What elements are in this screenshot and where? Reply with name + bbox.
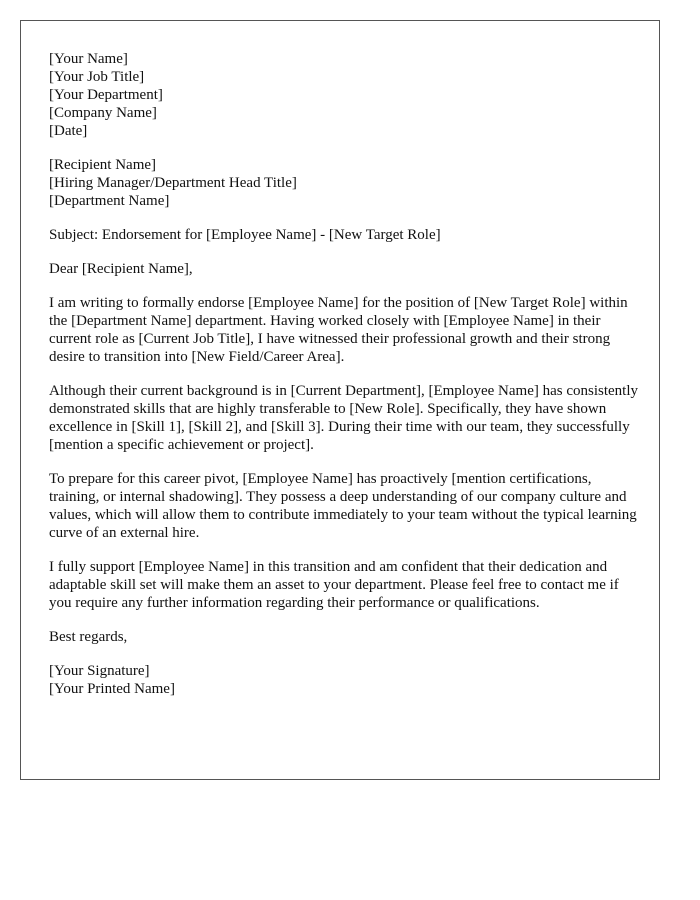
letter-page xyxy=(20,20,660,780)
letter-date: [Date] xyxy=(49,123,88,139)
sender-job-title: [Your Job Title] xyxy=(49,69,145,85)
sender-company: [Company Name] xyxy=(49,105,157,121)
body-paragraph-4: I fully support [Employee Name] in this transition and am confident that their dedication and adaptable skill set will make them an asset to your department. Please feel free to contact me if you require any further information regarding their performance or qualifications. xyxy=(49,559,619,611)
recipient-name: [Recipient Name] xyxy=(49,157,157,173)
body-paragraph-3: To prepare for this career pivot, [Employee Name] has proactively [mention certifications, training, or internal shadowing]. They possess a deep understanding of our company culture and values, which will allow them to contribute immediately to your team without the typical learning curve of an external hire. xyxy=(49,471,637,541)
recipient-block xyxy=(49,156,639,210)
sender-name: [Your Name] xyxy=(49,51,128,67)
sender-block xyxy=(49,50,639,140)
recipient-department: [Department Name] xyxy=(49,193,170,209)
printed-name: [Your Printed Name] xyxy=(49,681,175,697)
closing: Best regards, xyxy=(49,629,128,645)
body-paragraph-1: I am writing to formally endorse [Employee Name] for the position of [New Target Role] within the [Department Name] department. Having worked closely with [Employee Name] in their current role as [Current Job Title], I have witnessed their professional growth and their strong desire to transition into [New Field/Career Area]. xyxy=(49,295,628,365)
subject-line: Subject: Endorsement for [Employee Name] - [New Target Role] xyxy=(49,227,441,243)
letter-content xyxy=(49,50,639,714)
body-paragraph-2: Although their current background is in [Current Department], [Employee Name] has consistently demonstrated skills that are highly transferable to [New Role]. Specifically, they have shown excellence in [Skill 1], [Skill 2], and [Skill 3]. During their time with our team, they successfully [mention a specific achievement or project]. xyxy=(49,383,638,453)
signature-block xyxy=(49,662,639,698)
recipient-title: [Hiring Manager/Department Head Title] xyxy=(49,175,297,191)
sender-department: [Your Department] xyxy=(49,87,163,103)
salutation: Dear [Recipient Name], xyxy=(49,261,193,277)
signature-line: [Your Signature] xyxy=(49,663,150,679)
